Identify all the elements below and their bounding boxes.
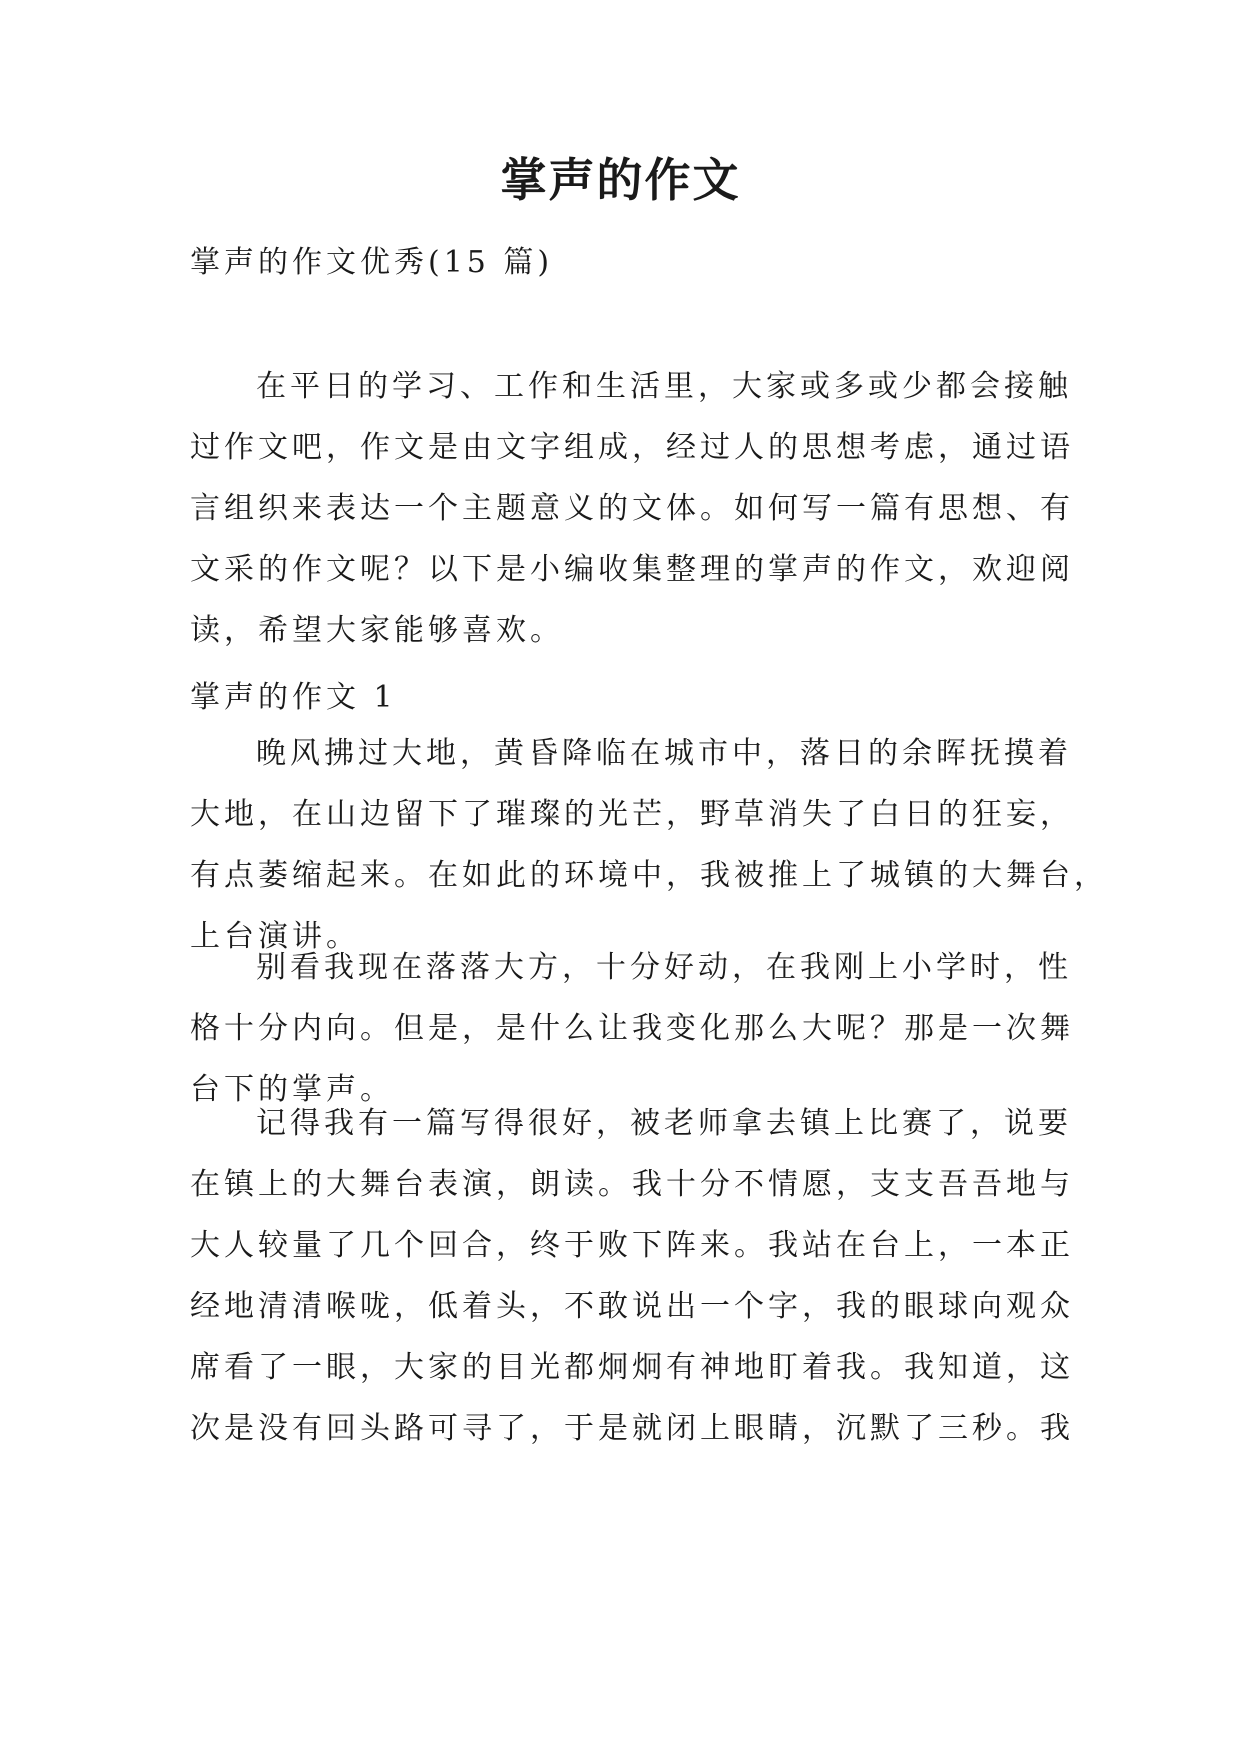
intro-paragraph (190, 356, 1074, 661)
text-line: 次是没有回头路可寻了，于是就闭上眼睛，沉默了三秒。我 (190, 1411, 1074, 1446)
text-line: 晚风拂过大地，黄昏降临在城市中，落日的余晖抚摸着 (256, 736, 1072, 771)
section-heading: 掌声的作文 1 (190, 680, 397, 715)
document-subtitle: 掌声的作文优秀(15 篇) (190, 245, 554, 280)
text-line: 读，希望大家能够喜欢。 (190, 613, 564, 648)
body-paragraph-1 (190, 723, 1108, 967)
text-line: 经地清清喉咙，低着头，不敢说出一个字，我的眼球向观众 (190, 1289, 1074, 1324)
body-paragraph-3 (190, 1093, 1074, 1459)
document-title: 掌声的作文 (500, 153, 741, 207)
text-line: 在平日的学习、工作和生活里，大家或多或少都会接触 (256, 369, 1072, 404)
text-line: 台下的掌声。 (190, 1072, 394, 1107)
text-line: 大地，在山边留下了璀璨的光芒，野草消失了白日的狂妄， (190, 797, 1074, 832)
text-line: 上台演讲。 (190, 919, 360, 954)
text-line: 文采的作文呢？以下是小编收集整理的掌声的作文，欢迎阅 (190, 552, 1074, 587)
text-line: 别看我现在落落大方，十分好动，在我刚上小学时，性 (256, 950, 1072, 985)
text-line: 有点萎缩起来。在如此的环境中，我被推上了城镇的大舞台， (190, 858, 1108, 893)
text-line: 过作文吧，作文是由文字组成，经过人的思想考虑，通过语 (190, 430, 1074, 465)
text-line: 格十分内向。但是，是什么让我变化那么大呢？那是一次舞 (190, 1011, 1074, 1046)
text-line: 在镇上的大舞台表演，朗读。我十分不情愿，支支吾吾地与 (190, 1167, 1074, 1202)
text-line: 记得我有一篇写得很好，被老师拿去镇上比赛了，说要 (256, 1106, 1072, 1141)
text-line: 言组织来表达一个主题意义的文体。如何写一篇有思想、有 (190, 491, 1074, 526)
text-line: 席看了一眼，大家的目光都炯炯有神地盯着我。我知道，这 (190, 1350, 1074, 1385)
text-line: 大人较量了几个回合，终于败下阵来。我站在台上，一本正 (190, 1228, 1074, 1263)
